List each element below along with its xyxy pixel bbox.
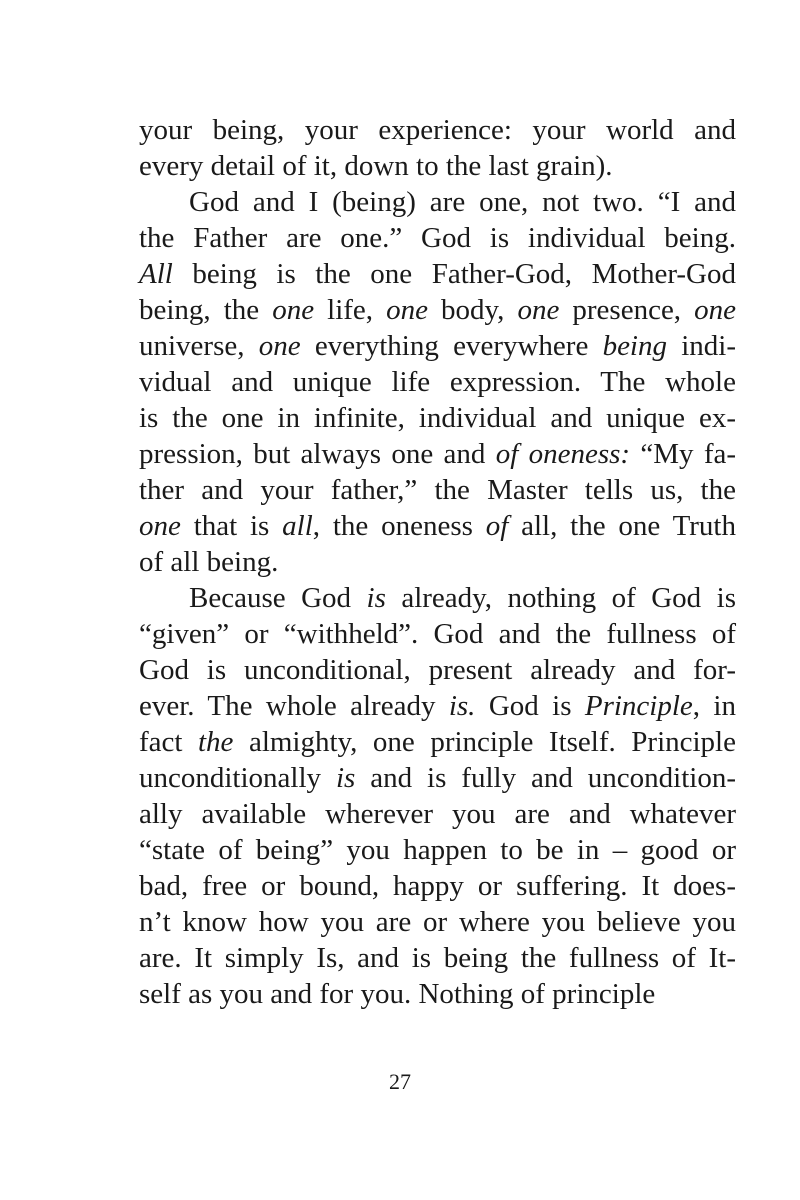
text-line	[139, 652, 736, 688]
italic-run: All	[139, 258, 173, 290]
text-run: are. It simply Is, and is being the fullness of It-	[139, 942, 736, 974]
text-run: body,	[427, 294, 518, 326]
text-run: of all being.	[139, 546, 279, 578]
italic-run: one	[694, 294, 736, 326]
paragraph	[139, 184, 736, 580]
text-run: ever. The whole already	[139, 690, 449, 722]
italic-run: being	[602, 330, 667, 362]
text-run: that is	[180, 510, 283, 542]
italic-run: is	[366, 582, 386, 614]
text-run: your being, your experience: your world and	[139, 114, 736, 146]
text-line	[139, 976, 736, 1012]
text-run: universe,	[139, 330, 259, 362]
text-line	[139, 796, 736, 832]
text-run: God is unconditional, present already and for-	[139, 654, 736, 686]
text-run: n’t know how you are or where you believe you	[139, 906, 736, 938]
italic-run: one	[272, 294, 315, 326]
text-run: “state of being” you happen to be in – good or	[139, 834, 736, 866]
text-run: , the oneness	[312, 510, 486, 542]
text-run: life,	[314, 294, 387, 326]
text-line	[139, 760, 736, 796]
text-run: ally available wherever you are and whatever	[139, 798, 736, 830]
page-number: 27	[389, 1069, 411, 1094]
paragraph	[139, 112, 736, 184]
text-run: vidual and unique life expression. The whole	[139, 366, 736, 398]
italic-run: one	[386, 294, 428, 326]
italic-run: of oneness:	[495, 438, 631, 470]
italic-run: the	[197, 726, 234, 758]
text-run: unconditionally	[139, 762, 336, 794]
text-run: “given” or “withheld”. God and the fullness of	[139, 618, 736, 650]
text-run: presence,	[559, 294, 695, 326]
text-line	[139, 328, 736, 364]
text-line	[139, 544, 736, 580]
text-line	[139, 436, 736, 472]
italic-run: one	[517, 294, 560, 326]
text-line	[139, 400, 736, 436]
text-line	[139, 472, 736, 508]
text-line	[139, 868, 736, 904]
text-run: pression, but always one and	[139, 438, 496, 470]
text-run: fact	[139, 726, 198, 758]
text-run: is the one in infinite, individual and unique ex-	[139, 402, 736, 434]
italic-run: one	[139, 510, 181, 542]
text-line	[139, 112, 736, 148]
italic-run: is.	[448, 690, 476, 722]
text-line	[139, 256, 736, 292]
text-line	[139, 616, 736, 652]
text-run: Because God	[189, 582, 367, 614]
text-run: being is the one Father-God, Mother-God	[172, 258, 736, 290]
text-run: and is fully and uncondition-	[355, 762, 737, 794]
text-run: almighty, one principle Itself. Principle	[233, 726, 736, 758]
italic-run: all	[282, 510, 313, 542]
italic-run: one	[258, 330, 301, 362]
text-line	[139, 292, 736, 328]
text-line	[139, 364, 736, 400]
text-line	[139, 688, 736, 724]
text-line	[139, 904, 736, 940]
text-run: every detail of it, down to the last grain).	[139, 150, 613, 182]
text-line	[139, 148, 736, 184]
text-run: everything everywhere	[300, 330, 603, 362]
text-run: the Father are one.” God is individual being.	[139, 222, 736, 254]
text-run: all, the one Truth	[508, 510, 736, 542]
text-run: “My fa-	[630, 438, 736, 470]
text-run: ther and your father,” the Master tells us, the	[139, 474, 736, 506]
text-line	[139, 220, 736, 256]
text-run: bad, free or bound, happy or suffering. It does-	[139, 870, 736, 902]
text-run: , in	[692, 690, 736, 722]
text-line	[139, 832, 736, 868]
text-run: God and I (being) are one, not two. “I and	[189, 186, 736, 218]
italic-run: is	[335, 762, 356, 794]
text-run: God is	[475, 690, 585, 722]
italic-run: of	[485, 510, 509, 542]
text-line	[139, 724, 736, 760]
body-text	[139, 112, 736, 1012]
text-run: indi-	[667, 330, 736, 362]
text-run: self as you and for you. Nothing of principle	[139, 978, 656, 1010]
text-run: already, nothing of God is	[385, 582, 736, 614]
text-line	[139, 940, 736, 976]
paragraph	[139, 580, 736, 1012]
text-line	[139, 508, 736, 544]
text-line	[139, 580, 736, 616]
italic-run: Principle	[584, 690, 693, 722]
text-line	[139, 184, 736, 220]
text-run: being, the	[139, 294, 273, 326]
